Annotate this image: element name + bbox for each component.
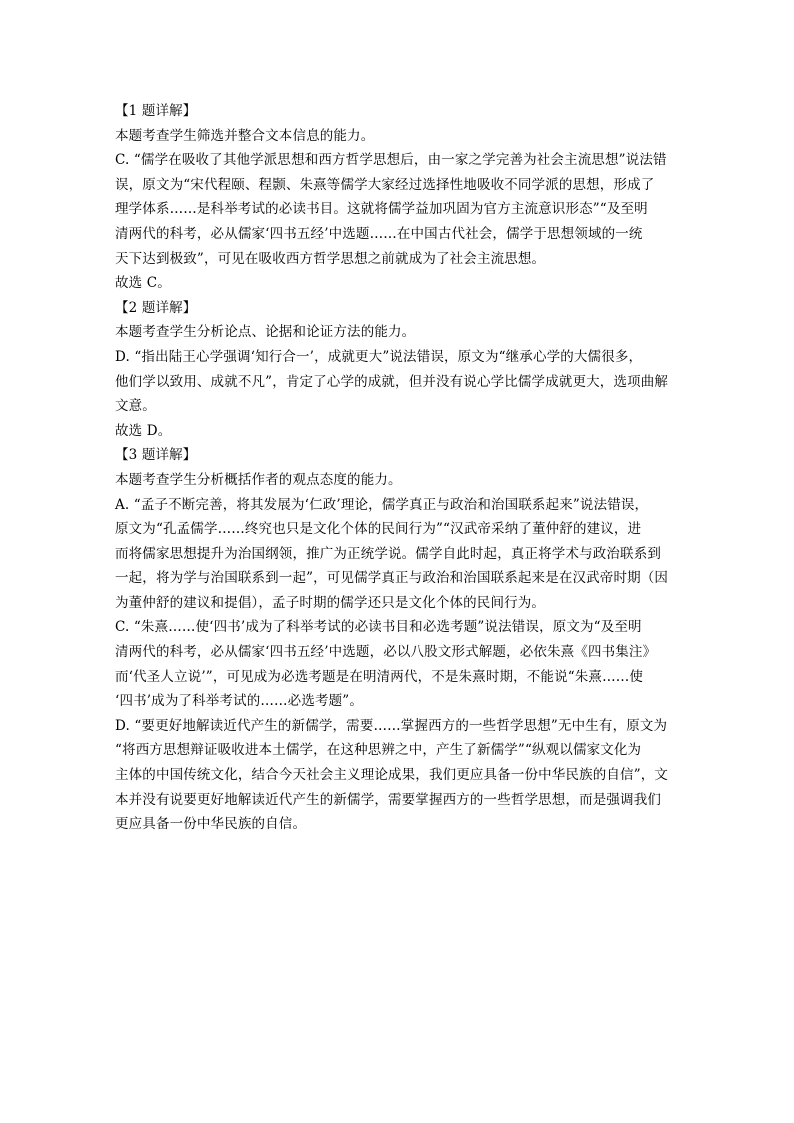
- section-3: [115, 443, 687, 837]
- text-line: 误，原文为“宋代程颐、程颢、朱熹等儒学大家经过选择性地吸收不同学派的思想，形成了: [115, 176, 655, 193]
- text-line: 主体的中国传统文化，结合今天社会主义理论成果，我们更应具备一份中华民族的自信”，文: [115, 767, 669, 784]
- text-line: 本并没有说要更好地解读近代产生的新儒学，需要掌握西方的一些哲学思想，而是强调我们: [115, 791, 661, 808]
- text-line: A. “孟子不断完善，将其发展为‘仁政’理论，儒学真正与政治和治国联系起来”说法错误，: [115, 496, 649, 513]
- text-line: 本题考查学生分析概括作者的观点态度的能力。: [115, 471, 402, 488]
- text-line: 为董仲舒的建议和提倡），孟子时期的儒学还只是文化个体的民间行为。: [115, 594, 546, 611]
- text-line: C. “朱熹……使‘四书’成为了科举考试的必读书目和必选考题”说法错误，原文为“及至明: [115, 619, 642, 636]
- text-line: 清两代的科考，必从儒家‘四书五经’中选题，必以八股文形式解题，必依朱熹《四书集注》: [115, 644, 657, 661]
- text-line: C. “儒学在吸收了其他学派思想和西方哲学思想后，由一家之学完善为社会主流思想”说法错: [115, 152, 667, 169]
- text-line: ‘四书’成为了科举考试的……必选考题”。: [115, 693, 363, 710]
- text-line: 一起，将为学与治国联系到一起”，可见儒学真正与政治和治国联系起来是在汉武帝时期（因: [115, 570, 669, 587]
- text-line: 更应具备一份中华民族的自信。: [115, 816, 307, 833]
- text-line: 而将儒家思想提升为治国纲领，推广为正统学说。儒学自此时起，真正将学术与政治联系到: [115, 545, 661, 562]
- section-heading: 【2 题详解】: [115, 299, 197, 316]
- text-line: 而‘代圣人立说’”，可见成为必选考题是在明清两代，不是朱熹时期，不能说“朱熹……使: [115, 668, 644, 685]
- text-line: 本题考查学生分析论点、论据和论证方法的能力。: [115, 324, 416, 341]
- text-line: D. “要更好地解读近代产生的新儒学，需要……掌握西方的一些哲学思想”无中生有，原文为: [115, 717, 668, 734]
- section-2: [115, 296, 687, 444]
- text-line: 文意。: [115, 398, 156, 415]
- text-line: 清两代的科考，必从儒家‘四书五经’中选题……在中国古代社会，儒学于思想领域的一统: [115, 225, 643, 242]
- section-1: [115, 99, 687, 296]
- text-line: 原文为“孔孟儒学……终究也只是文化个体的民间行为”“汉武帝采纳了董仲舒的建议，进: [115, 521, 642, 538]
- text-line: 本题考查学生筛选并整合文本信息的能力。: [115, 127, 375, 144]
- answer-line: 故选 C。: [115, 275, 171, 292]
- text-line: “将西方思想辩证吸收进本土儒学，在这种思辨之中，产生了新儒学”“纵观以儒家文化为: [115, 742, 642, 759]
- text-line: 理学体系……是科举考试的必读书目。这就将儒学益加巩固为官方主流意识形态”“及至明: [115, 201, 648, 218]
- document-page: [115, 99, 687, 837]
- answer-line: 故选 D。: [115, 422, 172, 439]
- section-heading: 【1 题详解】: [115, 103, 197, 119]
- text-line: D. “指出陆王心学强调‘知行合一’，成就更大”说法错误，原文为“继承心学的大儒很多，: [115, 348, 643, 365]
- text-line: 天下达到极致”，可见在吸收西方哲学思想之前就成为了社会主流思想。: [115, 250, 546, 267]
- section-heading: 【3 题详解】: [115, 447, 197, 464]
- text-line: 他们学以致用、成就不凡”，肯定了心学的成就，但并没有说心学比儒学成就更大，选项曲解: [115, 373, 669, 390]
